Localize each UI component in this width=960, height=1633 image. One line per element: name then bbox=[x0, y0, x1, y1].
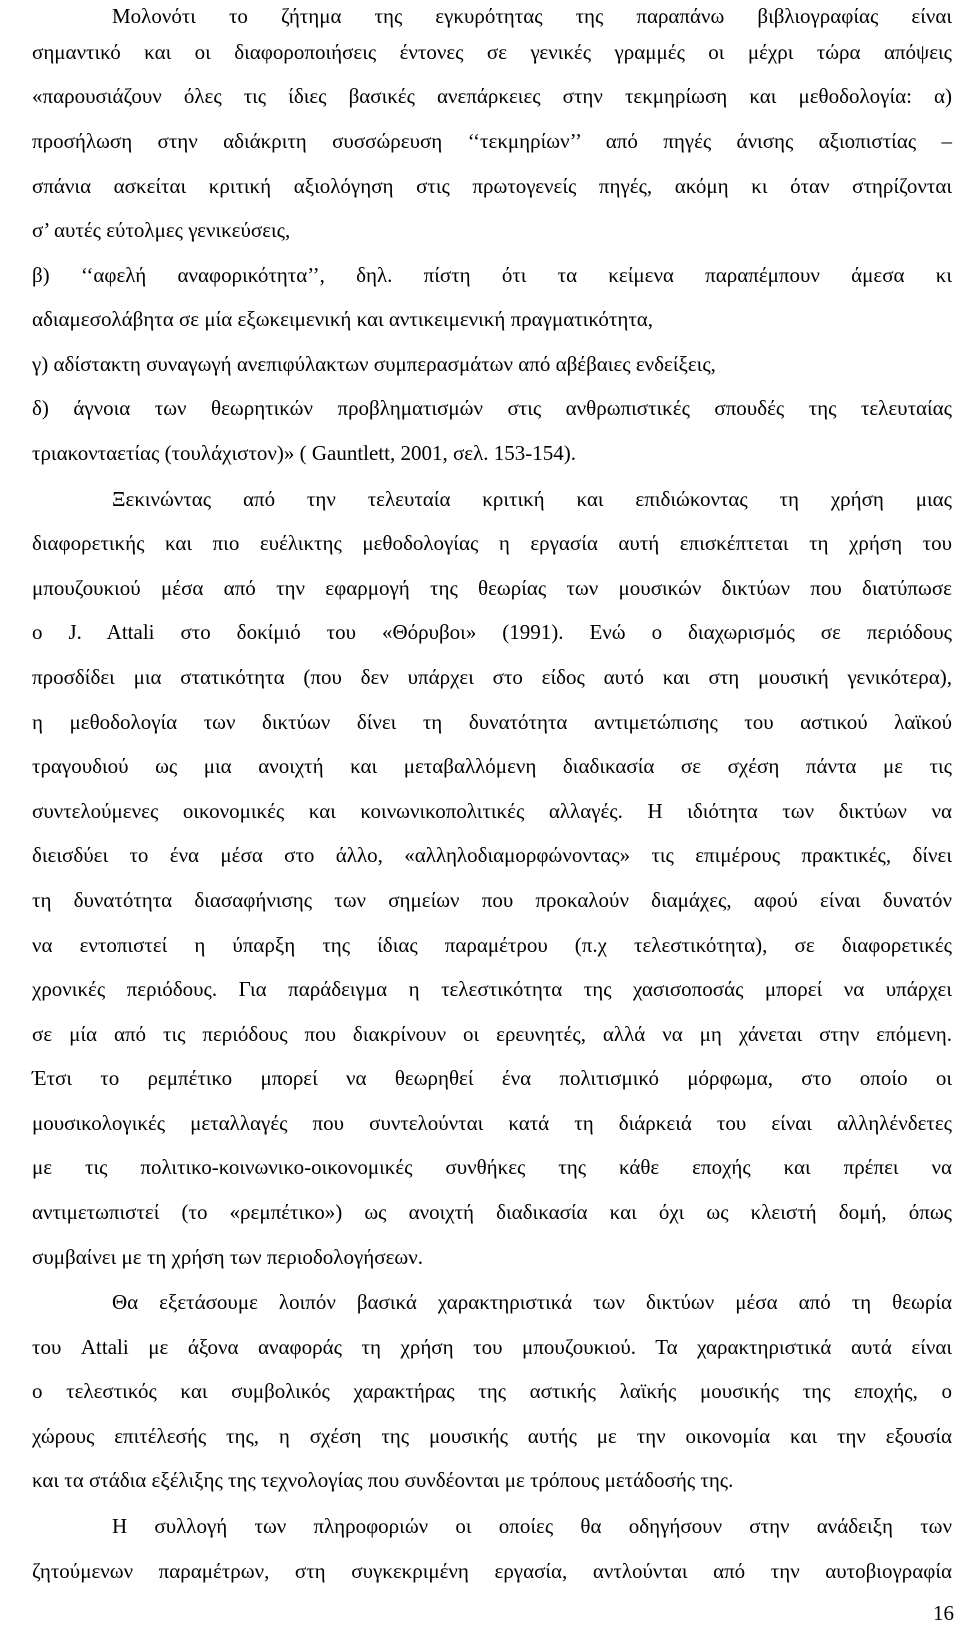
text-line: χρονικές περιόδους. Για παράδειγμα η τελεστικότητα της χασισοποσάς μπορεί να υπάρχει bbox=[32, 977, 952, 1001]
text-line: συντελούμενες οικονομικές και κοινωνικοπολιτικές αλλαγές. Η ιδιότητα των δικτύων να bbox=[32, 799, 952, 823]
text-line: Μολονότι το ζήτημα της εγκυρότητας της παραπάνω βιβλιογραφίας είναι bbox=[112, 4, 952, 28]
text-line: χώρους επιτέλεσής της, η σχέση της μουσικής αυτής με την οικονομία και την εξουσία bbox=[32, 1424, 952, 1448]
text-line: σ’ αυτές εύτολμες γενικεύσεις, bbox=[32, 218, 291, 242]
text-line: Η συλλογή των πληροφοριών οι οποίες θα οδηγήσουν στην ανάδειξη των bbox=[112, 1514, 952, 1538]
text-line: μπουζουκιού μέσα από την εφαρμογή της θεωρίας των μουσικών δικτύων που διατύπωσε bbox=[32, 576, 952, 600]
text-line: «παρουσιάζουν όλες τις ίδιες βασικές ανεπάρκειες στην τεκμηρίωση και μεθοδολογία: α) bbox=[32, 84, 952, 108]
text-line: Ξεκινώντας από την τελευταία κριτική και επιδιώκοντας τη χρήση μιας bbox=[112, 487, 952, 511]
text-line: προσήλωση στην αδιάκριτη συσσώρευση ‘‘τεκμηρίων’’ από πηγές άνισης αξιοπιστίας – bbox=[32, 129, 952, 153]
text-line: ζητούμενων παραμέτρων, στη συγκεκριμένη εργασία, αντλούνται από την αυτοβιογραφία bbox=[32, 1559, 952, 1583]
text-line: δ) άγνοια των θεωρητικών προβληματισμών στις ανθρωπιστικές σπουδές της τελευταίας bbox=[32, 396, 952, 420]
text-line: Έτσι το ρεμπέτικο μπορεί να θεωρηθεί ένα πολιτισμικό μόρφωμα, στο οποίο οι bbox=[32, 1066, 952, 1090]
text-line: τη δυνατότητα διασαφήνισης των σημείων που προκαλούν διαμάχες, αφού είναι δυνατόν bbox=[32, 888, 952, 912]
text-line: σπάνια ασκείται κριτική αξιολόγηση στις πρωτογενείς πηγές, ακόμη κι όταν στηρίζονται bbox=[32, 174, 952, 198]
text-line: με τις πολιτικο-κοινωνικο-οικονομικές συνθήκες της κάθε εποχής και πρέπει να bbox=[32, 1155, 952, 1179]
text-line: προσδίδει μια στατικότητα (που δεν υπάρχει στο είδος αυτό και στη μουσική γενικότερα), bbox=[32, 665, 952, 689]
text-line: διαφορετικής και πιο ευέλικτης μεθοδολογίας η εργασία αυτή επισκέπτεται τη χρήση του bbox=[32, 531, 952, 555]
text-line: η μεθοδολογία των δικτύων δίνει τη δυνατότητα αντιμετώπισης του αστικού λαϊκού bbox=[32, 710, 952, 734]
text-line: διεισδύει το ένα μέσα στο άλλο, «αλληλοδιαμορφώνοντας» τις επιμέρους πρακτικές, δίνει bbox=[32, 843, 952, 867]
text-line: και τα στάδια εξέλιξης της τεχνολογίας που συνδέονται με τρόπους μετάδοσής της. bbox=[32, 1468, 734, 1492]
page-number: 16 bbox=[933, 1601, 954, 1625]
text-line: του Attali με άξονα αναφοράς τη χρήση του μπουζουκιού. Τα χαρακτηριστικά αυτά είναι bbox=[32, 1335, 952, 1359]
text-line: συμβαίνει με τη χρήση των περιοδολογήσεων. bbox=[32, 1245, 423, 1269]
text-line: σημαντικό και οι διαφοροποιήσεις έντονες σε γενικές γραμμές οι μέχρι τώρα απόψεις bbox=[32, 40, 952, 64]
text-line: αδιαμεσολάβητα σε μία εξωκειμενική και αντικειμενική πραγματικότητα, bbox=[32, 307, 654, 331]
text-line: να εντοπιστεί η ύπαρξη της ίδιας παραμέτρου (π.χ τελεστικότητα), σε διαφορετικές bbox=[32, 933, 952, 957]
text-line: τραγουδιού ως μια ανοιχτή και μεταβαλλόμενη διαδικασία σε σχέση πάντα με τις bbox=[32, 754, 952, 778]
text-line: ο J. Attali στο δοκίμιό του «Θόρυβοι» (1991). Ενώ ο διαχωρισμός σε περιόδους bbox=[32, 620, 952, 644]
text-line: γ) αδίστακτη συναγωγή ανεπιφύλακτων συμπερασμάτων από αβέβαιες ενδείξεις, bbox=[32, 352, 716, 376]
text-line: Θα εξετάσουμε λοιπόν βασικά χαρακτηριστικά των δικτύων μέσα από τη θεωρία bbox=[112, 1290, 952, 1314]
text-line: αντιμετωπιστεί (το «ρεμπέτικο») ως ανοιχτή διαδικασία και όχι ως κλειστή δομή, όπως bbox=[32, 1200, 952, 1224]
text-line: β) ‘‘αφελή αναφορικότητα’’, δηλ. πίστη ότι τα κείμενα παραπέμπουν άμεσα κι bbox=[32, 263, 952, 287]
document-page bbox=[32, 0, 952, 1633]
text-line: ο τελεστικός και συμβολικός χαρακτήρας της αστικής λαϊκής μουσικής της εποχής, ο bbox=[32, 1379, 952, 1403]
text-line: τριακονταετίας (τουλάχιστον)» ( Gauntlett, 2001, σελ. 153-154). bbox=[32, 441, 577, 465]
text-line: μουσικολογικές μεταλλαγές που συντελούνται κατά τη διάρκειά του είναι αλληλένδετες bbox=[32, 1111, 952, 1135]
text-line: σε μία από τις περιόδους που διακρίνουν οι ερευνητές, αλλά να μη χάνεται στην επόμενη. bbox=[32, 1022, 952, 1046]
